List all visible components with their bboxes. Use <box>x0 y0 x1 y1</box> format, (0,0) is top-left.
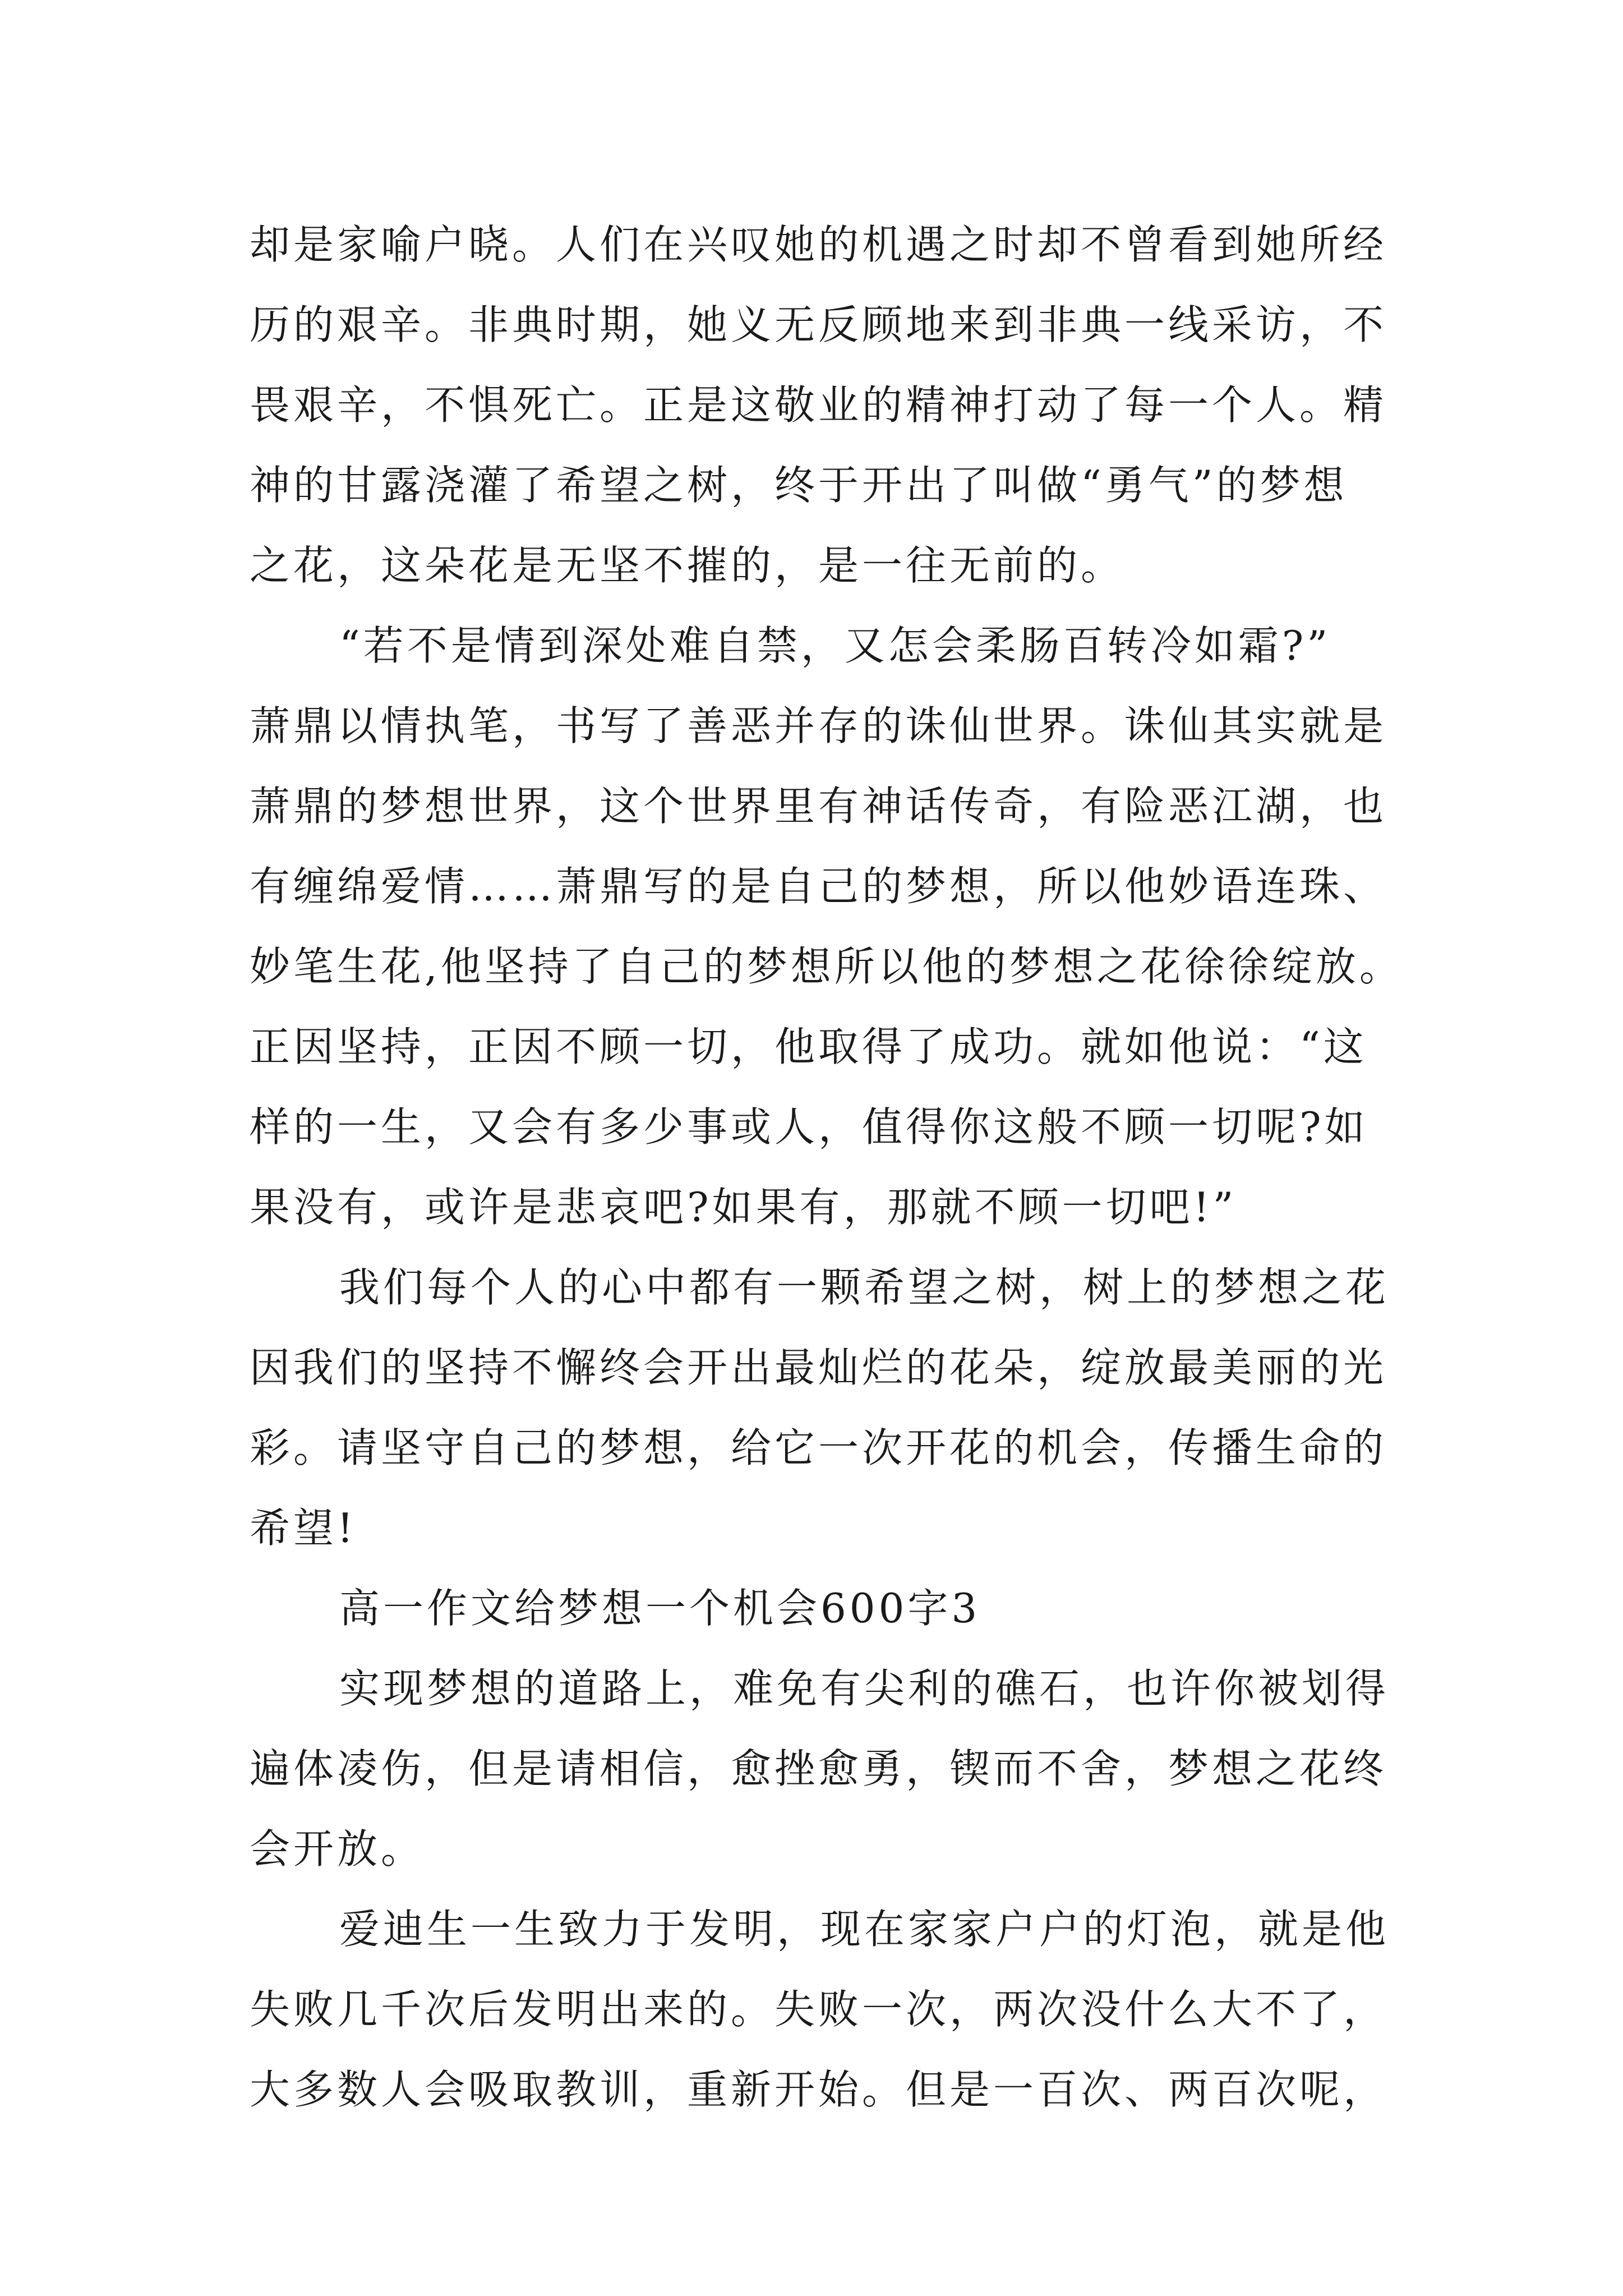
text-line: 神的甘露浇灌了希望之树，终于开出了叫做“勇气”的梦想 <box>250 462 1348 509</box>
text-line: 我们每个人的心中都有一颗希望之树，树上的梦想之花 <box>339 1264 1390 1311</box>
text-line: 大多数人会吸取教训，重新开始。但是一百次、两百次呢， <box>250 2066 1387 2113</box>
text-line: 之花，这朵花是无坚不摧的，是一往无前的。 <box>250 542 1125 589</box>
text-line: 妙笔生花,他坚持了自己的梦想所以他的梦想之花徐徐绽放。 <box>250 943 1403 990</box>
text-line: 畏艰辛，不惧死亡。正是这敬业的精神打动了每一个人。精 <box>250 381 1387 429</box>
text-line: 希望! <box>250 1504 357 1552</box>
text-line: 因我们的坚持不懈终会开出最灿烂的花朵，绽放最美丽的光 <box>250 1344 1387 1391</box>
text-line: 萧鼎的梦想世界，这个世界里有神话传奇，有险恶江湖，也 <box>250 783 1387 830</box>
text-line: 萧鼎以情执笔，书写了善恶并存的诛仙世界。诛仙其实就是 <box>250 702 1387 749</box>
text-line: 实现梦想的道路上，难免有尖利的礁石，也许你被划得 <box>339 1665 1390 1712</box>
text-line: 正因坚持，正因不顾一切，他取得了成功。就如他说：“这 <box>250 1023 1367 1070</box>
text-line: 爱迪生一生致力于发明，现在家家户户的灯泡，就是他 <box>339 1906 1390 1953</box>
text-line: 果没有，或许是悲哀吧?如果有，那就不顾一切吧!” <box>250 1184 1237 1231</box>
text-line: 彩。请坚守自己的梦想，给它一次开花的机会，传播生命的 <box>250 1424 1387 1471</box>
text-line: “若不是情到深处难自禁，又怎会柔肠百转冷如霜?” <box>339 622 1331 669</box>
text-line: 历的艰辛。非典时期，她义无反顾地来到非典一线采访，不 <box>250 301 1387 348</box>
text-line: 高一作文给梦想一个机会600字3 <box>339 1585 981 1632</box>
text-line: 会开放。 <box>250 1825 425 1872</box>
text-line: 有缠绵爱情……萧鼎写的是自己的梦想，所以他妙语连珠、 <box>250 863 1387 910</box>
text-line: 样的一生，又会有多少事或人，值得你这般不顾一切呢?如 <box>250 1103 1368 1151</box>
text-line: 却是家喻户晓。人们在兴叹她的机遇之时却不曾看到她所经 <box>250 221 1387 268</box>
body-text <box>250 205 1403 2130</box>
text-line: 失败几千次后发明出来的。失败一次，两次没什么大不了， <box>250 1986 1387 2033</box>
text-line: 遍体凌伤，但是请相信，愈挫愈勇，锲而不舍，梦想之花终 <box>250 1745 1387 1792</box>
